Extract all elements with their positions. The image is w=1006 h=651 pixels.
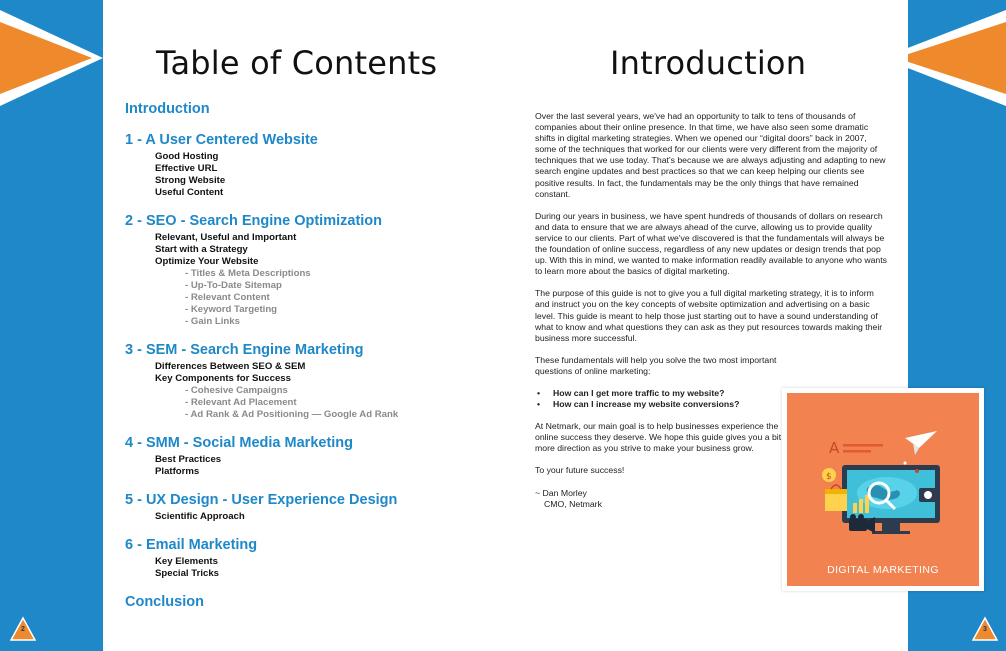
toc-section-heading: 6 - Email Marketing <box>125 537 258 553</box>
toc-subsection: Good Hosting <box>155 151 219 162</box>
toc-subsection: Strong Website <box>155 175 226 186</box>
toc-section-heading: Introduction <box>125 101 210 117</box>
toc-section-heading: 2 - SEO - Search Engine Optimization <box>125 213 383 229</box>
toc-subsection: Optimize Your Website <box>155 256 259 267</box>
toc-subtopic: - Up-To-Date Sitemap <box>185 280 282 291</box>
intro-title: Introduction <box>610 44 807 82</box>
toc-section-heading: Conclusion <box>125 594 204 610</box>
toc-subsection: Key Elements <box>155 556 218 567</box>
table-of-contents <box>125 100 500 613</box>
intro-paragraph: These fundamentals will help you solve the two most important questions of online marketing: <box>535 354 777 376</box>
toc-subsection: Differences Between SEO & SEM <box>155 361 306 372</box>
toc-subtopic: - Relevant Ad Placement <box>185 397 297 408</box>
toc-subsection: Special Tricks <box>155 568 219 579</box>
toc-subsection: Platforms <box>155 466 200 477</box>
digital-marketing-promo-card <box>782 388 984 591</box>
intro-paragraph: During our years in business, we have spent hundreds of thousands of dollars on research and data to ensure that we are always ahead of the curve, allowing us to provide quality service to our clients. Part of what we've discovered is that the fundamentals will always be the foundation of online success, regardless of any new updates or design trends that pop up. With this in mind, we wanted to make information readily available to anyone who wants to learn more about the basics of digital marketing. <box>535 210 888 277</box>
question-item: • How can I increase my website conversions? <box>535 399 890 410</box>
closing-paragraph: At Netmark, our main goal is to help businesses experience the online success they deserve. We hope this guide gives you a bit more direction as you strive to make your business grow. <box>535 421 782 454</box>
digital-marketing-illustration-icon <box>787 393 979 558</box>
question-item: • How can I get more traffic to my website? <box>535 388 890 399</box>
page-number-badge-right <box>972 616 998 642</box>
toc-section-heading: 5 - UX Design - User Experience Design <box>125 492 398 508</box>
left-page <box>103 0 503 651</box>
toc-title: Table of Contents <box>156 44 438 82</box>
page-number: 3 <box>983 626 987 633</box>
toc-subsection: Useful Content <box>155 187 224 198</box>
toc-subtopic: - Relevant Content <box>185 292 270 303</box>
intro-paragraph: The purpose of this guide is not to give you a full digital marketing strategy, it is to inform and instruct you on the key concepts of website optimization and advertising on a basic level. This guide is meant to help those just starting out to have a sound understanding of what to know and what questions they can ask as they put resources towards making their business more successful. <box>535 288 883 343</box>
svg-text:$: $ <box>826 472 832 482</box>
toc-subtopic: - Titles & Meta Descriptions <box>185 268 311 279</box>
toc-subtopic: - Cohesive Campaigns <box>185 385 288 396</box>
toc-subsection: Start with a Strategy <box>155 244 248 255</box>
toc-subsection: Relevant, Useful and Important <box>155 232 297 243</box>
svg-text:A: A <box>829 439 840 457</box>
signature-title: CMO, Netmark <box>544 498 602 509</box>
toc-subsection: Key Components for Success <box>155 373 291 384</box>
toc-section-heading: 3 - SEM - Search Engine Marketing <box>125 342 364 358</box>
left-side-band <box>0 0 103 651</box>
toc-section-heading: 4 - SMM - Social Media Marketing <box>125 435 354 451</box>
toc-subtopic: - Gain Links <box>185 316 240 327</box>
page-number-badge-left <box>10 616 36 642</box>
toc-section-heading: 1 - A User Centered Website <box>125 132 318 148</box>
toc-subsection: Effective URL <box>155 163 218 174</box>
promo-label: DIGITAL MARKETING <box>827 564 939 576</box>
farewell-text: To your future success! <box>535 465 625 476</box>
intro-paragraph: Over the last several years, we've had an opportunity to talk to tens of thousands of companies about their online presence. In that time, we have also seen some dramatic shifts in digital marketing strategies. When we opened our “digital doors” back in 2007, some of the techniques that worked for our clients were very different from the majority of techniques that we use today. That's because we are always adjusting and adapting to new search engine updates and best practices so that we can keep helping our clients see positive results. In fact, the fundamentals may be the only things that have remained constant. <box>535 111 886 199</box>
toc-subtopic: - Ad Rank & Ad Positioning — Google Ad Rank <box>185 409 399 420</box>
toc-subsection: Best Practices <box>155 454 222 465</box>
toc-subtopic: - Keyword Targeting <box>185 304 278 315</box>
toc-subsection: Scientific Approach <box>155 511 245 522</box>
page-number: 2 <box>21 626 25 633</box>
left-arrow-decoration <box>0 0 103 651</box>
signature-name: ~ Dan Morley <box>535 487 587 498</box>
